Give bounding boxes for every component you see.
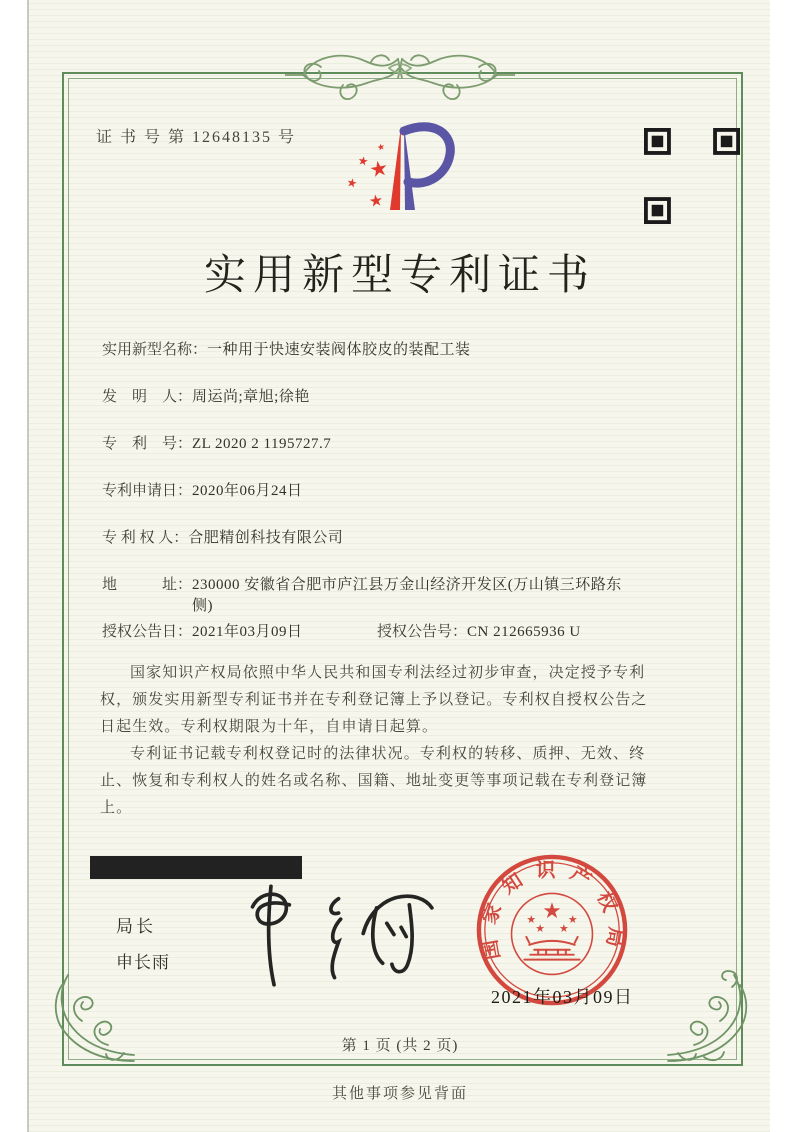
back-side-note: 其他事项参见背面 [331,1086,468,1102]
legal-paragraph-1: 国家知识产权局依照中华人民共和国专利法经过初步审查，决定授予专利权，颁发实用新型专利证书并在专利登记簿上予以登记。专利权自授权公告之日起生效。专利权期限为十年，自申请日起算。 [100,665,648,735]
field-value: 230000 安徽省合肥市庐江县万金山经济开发区(万山镇三环路东侧) [192,577,622,614]
field-value: 一种用于快速安装阀体胶皮的装配工装 [207,342,471,358]
svg-text:★: ★ [542,899,562,925]
seal-national-emblem [526,899,577,935]
field-label: 专利申请日： [102,483,193,499]
field-value: 2021年03月09日 [192,624,303,640]
page-number: 第 1 页 (共 2 页) [341,1038,459,1054]
legal-text [100,660,650,822]
top-flourish-ornament [285,44,515,106]
svg-text:★: ★ [376,142,387,154]
field-label: 授权公告号： [377,624,468,640]
svg-text:★: ★ [367,190,385,211]
svg-text:★: ★ [535,921,546,935]
svg-text:★: ★ [526,913,537,927]
field-row-patent-no [102,434,684,455]
field-value: CN 212665936 U [467,624,581,640]
svg-text:★: ★ [367,155,391,183]
director-name-label: 申长雨 [116,953,170,972]
field-grant-number [377,622,581,643]
director-title-label: 局长 [116,917,156,936]
certificate-number: 证 书 号 第 12648135 号 [96,129,297,146]
seal-date: 2021年03月09日 [491,987,634,1007]
svg-text:★: ★ [356,153,370,169]
director-signature [232,874,437,992]
seal-ring-text: 国家知识产权局 [477,859,627,962]
field-label: 实用新型名称： [102,342,208,358]
legal-paragraph-2: 专利证书记载专利权登记时的法律状况。专利权的转移、质押、无效、终止、恢复和专利权人的姓名或名称、国籍、地址变更等事项记载在专利登记簿上。 [100,746,648,816]
field-label: 专 利 号： [102,436,193,452]
cnipa-logo-icon [338,112,462,220]
field-label: 发 明 人： [102,389,193,405]
field-value: 合肥精创科技有限公司 [188,530,344,546]
certificate-title: 实用新型专利证书 [203,253,596,299]
field-label: 授权公告日： [102,624,193,640]
field-row-grant-date [102,622,684,643]
svg-text:★: ★ [567,913,578,927]
field-value: 周运尚;章旭;徐艳 [192,389,310,405]
field-row-inventor [102,387,684,408]
field-value: 2020年06月24日 [192,483,303,499]
field-row-patentee [102,528,684,549]
field-row-name [102,340,684,361]
svg-text:★: ★ [558,921,569,935]
patent-fields [102,340,684,669]
field-label: 地 址： [102,577,193,593]
field-label: 专 利 权 人： [102,530,189,546]
field-value: ZL 2020 2 1195727.7 [192,436,332,452]
svg-text:★: ★ [345,175,359,191]
field-row-address [102,575,684,617]
qr-code [644,128,740,224]
field-row-filing-date [102,481,684,502]
